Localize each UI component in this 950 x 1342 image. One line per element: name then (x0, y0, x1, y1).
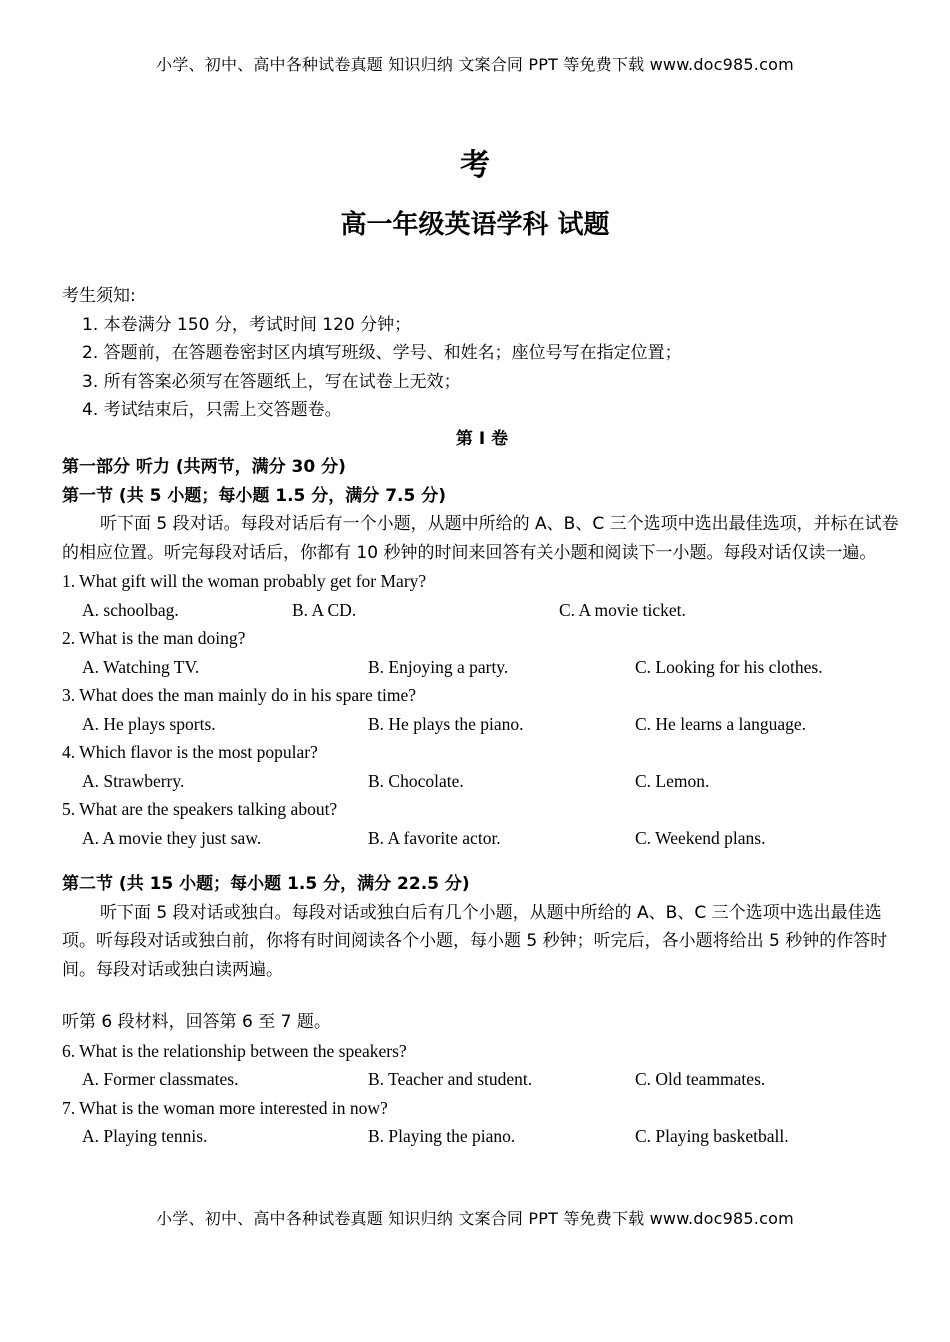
notice-item: 1. 本卷满分 150 分，考试时间 120 分钟； (82, 314, 412, 335)
notice-item: 4. 考试结束后，只需上交答题卷。 (82, 400, 342, 420)
option-a: A. He plays sports. (82, 713, 216, 734)
question: 6. What is the relationship between the speakers? (62, 1040, 407, 1061)
option-b: B. A CD. (292, 599, 357, 620)
notice-item: 2. 答题前，在答题卷密封区内填写班级、学号、和姓名；座位号写在指定位置； (82, 343, 682, 363)
option-c: C. Weekend plans. (635, 827, 766, 848)
notice-item: 3. 所有答案必须写在答题纸上，写在试卷上无效； (82, 371, 461, 392)
part1-title: 第一部分 听力 (共两节，满分 30 分) (62, 457, 346, 477)
option-c: C. Lemon. (635, 770, 710, 791)
options-row (62, 767, 902, 796)
option-a: A. Watching TV. (82, 656, 200, 677)
options-row (62, 1122, 902, 1151)
option-c: C. Looking for his clothes. (635, 656, 823, 677)
option-b: B. Teacher and student. (368, 1069, 533, 1089)
page-subtitle: 高一年级英语学科 试题 (340, 210, 610, 240)
option-a: A. schoolbag. (82, 599, 179, 620)
question: 7. What is the woman more interested in now? (62, 1097, 388, 1118)
option-c: C. He learns a language. (635, 713, 807, 734)
options-row (62, 596, 902, 625)
page-header: 小学、初中、高中各种试卷真题 知识归纳 文案合同 PPT 等免费下载 www.doc985.com (156, 55, 794, 74)
page-footer: 小学、初中、高中各种试卷真题 知识归纳 文案合同 PPT 等免费下载 www.doc985.com (156, 1209, 794, 1228)
option-b: B. He plays the piano. (368, 713, 524, 734)
material-intro: 听第 6 段材料，回答第 6 至 7 题。 (62, 1012, 331, 1032)
option-a: A. Playing tennis. (82, 1126, 208, 1146)
spacer (62, 984, 902, 1008)
option-b: B. A favorite actor. (368, 827, 501, 848)
option-a: A. A movie they just saw. (82, 827, 262, 848)
section1-instructions: 听下面 5 段对话。每段对话后有一个小题，从题中所给的 A、B、C 三个选项中选出最佳选项，并标在试卷的相应位置。听完每段对话后，你都有 10 秒钟的时间来回答有关小题和阅读下一小题。每段对话仅读一遍。 (62, 514, 899, 563)
question: 1. What gift will the woman probably get for Mary? (62, 571, 427, 591)
page-title: 考 (460, 148, 490, 183)
option-c: C. A movie ticket. (559, 599, 686, 620)
option-b: B. Playing the piano. (368, 1126, 516, 1146)
section1-title: 第一节 (共 5 小题；每小题 1.5 分，满分 7.5 分) (62, 485, 447, 506)
options-row (62, 710, 902, 739)
question: 3. What does the man mainly do in his spare time? (62, 685, 416, 705)
option-b: B. Chocolate. (368, 770, 464, 791)
option-a: A. Strawberry. (82, 770, 185, 791)
notice-heading: 考生须知: (62, 286, 136, 306)
section2-title: 第二节 (共 15 小题；每小题 1.5 分，满分 22.5 分) (62, 874, 470, 894)
section2-instructions: 听下面 5 段对话或独白。每段对话或独白后有几个小题，从题中所给的 A、B、C 三个选项中选出最佳选项。听每段对话或独白前，你将有时间阅读各个小题，每小题 5 秒钟；听完后，各小题将给出 5 秒钟的作答时间。每段对话或独白读两遍。 (62, 902, 888, 980)
option-c: C. Playing basketball. (635, 1126, 789, 1146)
options-row (62, 653, 902, 682)
spacer (62, 852, 902, 870)
volume-heading: 第 I 卷 (455, 428, 509, 449)
option-b: B. Enjoying a party. (368, 656, 509, 677)
exam-body (62, 282, 902, 1151)
option-c: C. Old teammates. (635, 1069, 766, 1089)
question: 5. What are the speakers talking about? (62, 799, 338, 819)
options-row (62, 824, 902, 853)
question: 2. What is the man doing? (62, 628, 246, 648)
option-a: A. Former classmates. (82, 1069, 239, 1089)
question: 4. Which flavor is the most popular? (62, 742, 318, 762)
options-row (62, 1065, 902, 1094)
